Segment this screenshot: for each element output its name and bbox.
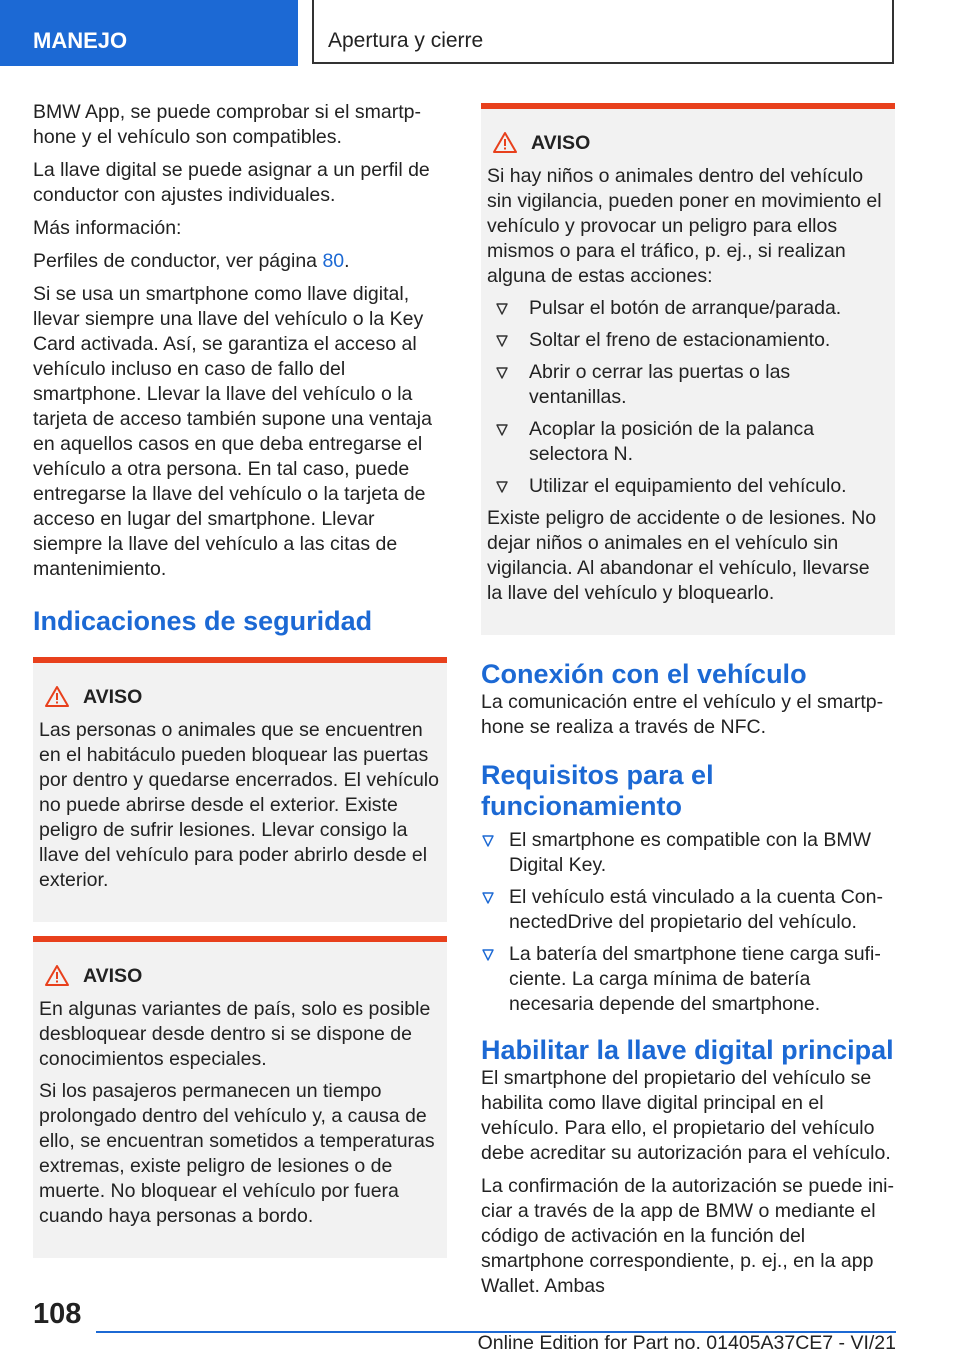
warning-triangle-icon [493, 131, 531, 155]
page-header [0, 0, 960, 66]
list-item-text: Pulsar el botón de arranque/parada. [529, 297, 842, 319]
warning-header [487, 131, 887, 155]
warning-box [33, 657, 447, 922]
list-item [487, 360, 887, 410]
warning-box [33, 936, 447, 1258]
section-heading: Habilitar la llave digital principal [481, 1035, 894, 1065]
warning-text: En algunas variantes de país, solo es posible desbloquear desde dentro si se dispone de conocimientos especiales. [39, 998, 431, 1070]
warning-text: Las personas o animales que se encuentren en el habitáculo pueden bloquear las puertas por dentro y quedarse encerrados. El vehículo no puede abrirse desde el exterior. Existe peligro de sufrir lesiones. Llevar consigo la llave del vehículo para poder abrirlo desde el exterior. [39, 719, 439, 891]
section-tab: MANEJO [0, 0, 298, 66]
link-prefix: Perfiles de conductor, ver página [33, 250, 323, 272]
list-item [481, 885, 895, 935]
warning-header [39, 964, 439, 988]
paragraph: Si se usa un smartphone como llave digital, llevar siempre una llave del vehículo o la Key Card activada. Así, se garantiza el acceso al vehículo incluso en caso de fallo del smartphone. Llevar la llave del vehículo o la tarjeta de acceso también supone una ventaja en aquellos casos en que deba entregarse el vehículo a otra persona. En tal caso, puede entregarse la llave del vehículo o la tarjeta de acceso en lugar del smartphone. Llevar siempre la llave del vehículo a las citas de mantenimiento. [33, 283, 432, 580]
edition-text: Online Edition for Part no. 01405A37CE7 - VI/21 [477, 1332, 896, 1354]
warning-text: Si hay niños o animales dentro del vehículo sin vigilancia, pueden poner en movimiento el vehículo y provocar un peligro para ellos mismos o para el tráfico, p. ej., si realizan alguna de estas acciones: [487, 165, 882, 287]
list-item [481, 942, 895, 1017]
warning-triangle-icon [45, 685, 83, 709]
list-item [487, 328, 887, 353]
warning-text: Existe peligro de accidente o de lesiones. No dejar niños o animales en el vehículo sin vigilancia. Al abandonar el vehículo, llevarse la llave del vehículo y bloquearlo. [487, 507, 877, 604]
requirements-list [481, 828, 895, 1017]
triangle-bullet-icon [495, 480, 509, 494]
list-item [487, 296, 887, 321]
warning-title: AVISO [531, 131, 591, 154]
warning-triangle-icon [45, 964, 83, 988]
triangle-bullet-icon [495, 334, 509, 348]
warning-title: AVISO [83, 964, 143, 987]
triangle-bullet-icon [495, 423, 509, 437]
paragraph: BMW App, se puede comprobar si el smartphone y el vehículo son compatibles. [33, 101, 421, 148]
warning-box [481, 103, 895, 635]
list-item-text: Soltar el freno de estacionamiento. [529, 329, 831, 351]
list-item-text: Utilizar el equipamiento del vehículo. [529, 475, 847, 497]
section-heading: Conexión con el vehículo [481, 659, 807, 689]
page-link[interactable]: 80 [322, 250, 345, 272]
right-column [481, 103, 895, 1307]
chapter-title: Apertura y cierre [312, 0, 894, 64]
paragraph: Más información: [33, 217, 182, 239]
link-suffix: . [344, 250, 350, 272]
triangle-bullet-icon [481, 834, 495, 848]
list-item-text: La batería del smartphone tiene carga suficiente. La carga mínima de batería necesaria depende del smartphone. [509, 943, 881, 1015]
triangle-bullet-icon [481, 891, 495, 905]
paragraph: El smartphone del propietario del vehículo se habilita como llave digital principal en el vehículo. Para ello, el propietario del vehículo debe acreditar su autorización para el vehículo. [481, 1067, 891, 1164]
triangle-bullet-icon [495, 302, 509, 316]
section-heading: Requisitos para el funcionamiento [481, 760, 714, 821]
paragraph-with-link [33, 249, 447, 274]
left-column [33, 100, 447, 1258]
warning-title: AVISO [83, 685, 143, 708]
list-item-text: Abrir o cerrar las puertas o las ventanillas. [529, 361, 791, 408]
list-item-text: El smartphone es compatible con la BMW Digital Key. [509, 829, 871, 876]
triangle-bullet-icon [481, 948, 495, 962]
page-number: 108 [33, 1298, 82, 1330]
paragraph: La confirmación de la autorización se puede iniciar a través de la app de BMW o mediante el código de activación en la función del smartphone correspondiente, p. ej., en la app Wallet. Ambas [481, 1175, 895, 1297]
paragraph: La comunicación entre el vehículo y el smartphone se realiza a través de NFC. [481, 691, 884, 738]
action-list [487, 296, 887, 499]
list-item [487, 417, 887, 467]
list-item-text: El vehículo está vinculado a la cuenta ConnectedDrive del propietario del vehículo. [509, 886, 883, 933]
triangle-bullet-icon [495, 366, 509, 380]
warning-header [39, 685, 439, 709]
list-item [487, 474, 887, 499]
list-item [481, 828, 895, 878]
list-item-text: Acoplar la posición de la palanca selectora N. [529, 418, 815, 465]
paragraph: La llave digital se puede asignar a un perfil de conductor con ajustes individuales. [33, 159, 430, 206]
section-heading: Indicaciones de seguridad [33, 606, 373, 636]
warning-text: Si los pasajeros permanecen un tiempo prolongado dentro del vehículo y, a causa de ello, se encuentran sometidos a temperaturas extremas, existe peligro de lesiones o de muerte. No bloquear el vehículo por fuera cuando haya personas a bordo. [39, 1080, 435, 1227]
